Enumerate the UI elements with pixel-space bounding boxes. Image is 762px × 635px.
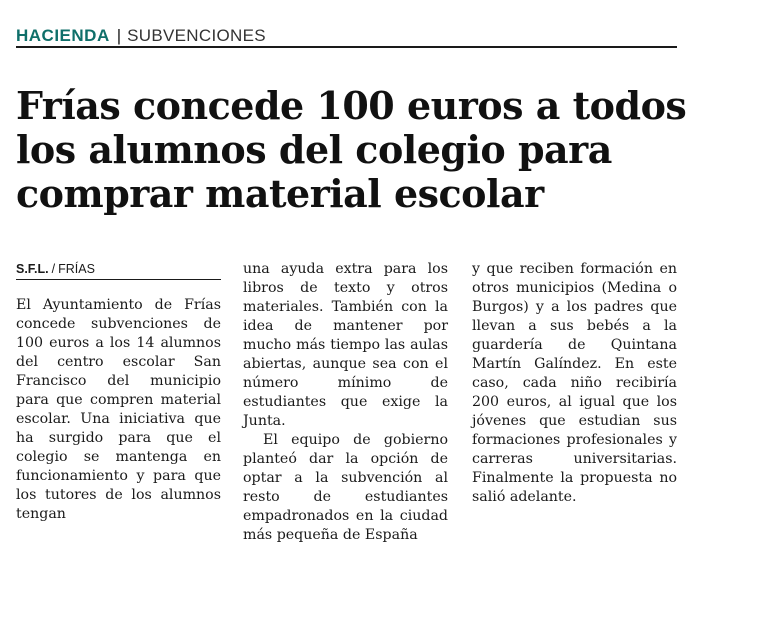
section-separator: | xyxy=(116,26,122,45)
headline: Frías concede 100 euros a todos los alumnos del colegio para comprar material escolar xyxy=(16,83,687,216)
byline-author: S.F.L. xyxy=(16,262,49,276)
body-paragraph-1-part-1: El Ayuntamiento de Frías concede subvenciones de 100 euros a los 14 alumnos del centro escolar San Francisco del municipio para que compren material escolar. Una iniciativa que ha surgido para que el colegio se mantenga en funcionamiento y para que los tutores de los alumnos tengan xyxy=(16,297,221,522)
body-paragraph-2-part-2: y que reciben formación en otros municipios (Medina o Burgos) y a los padres que llevan a sus bebés a la guardería de Quintana Martín Galíndez. En este caso, cada niño recibiría 200 euros, al igual que los jóvenes que estudian sus formaciones profesionales y carreras universitarias. Finalmente la propuesta no salió adelante. xyxy=(472,261,677,505)
byline-separator: / xyxy=(51,262,56,276)
byline xyxy=(16,260,221,280)
section-subtitle: SUBVENCIONES xyxy=(127,26,266,45)
article-column-2 xyxy=(243,260,448,545)
byline-location: FRÍAS xyxy=(58,262,95,276)
body-paragraph-2-part-1: El equipo de gobierno planteó dar la opción de optar a la subvención al resto de estudiantes empadronados en la ciudad más pequeña de España xyxy=(243,432,448,543)
article-column-1 xyxy=(16,260,221,524)
article-column-3 xyxy=(472,260,677,507)
section-title: HACIENDA xyxy=(16,26,110,45)
body-paragraph-1-part-2: una ayuda extra para los libros de texto y otros materiales. También con la idea de mantener por mucho más tiempo las aulas abiertas, aunque sea con el número mínimo de estudiantes que exige la Junta. xyxy=(243,261,448,429)
section-header xyxy=(16,26,677,48)
